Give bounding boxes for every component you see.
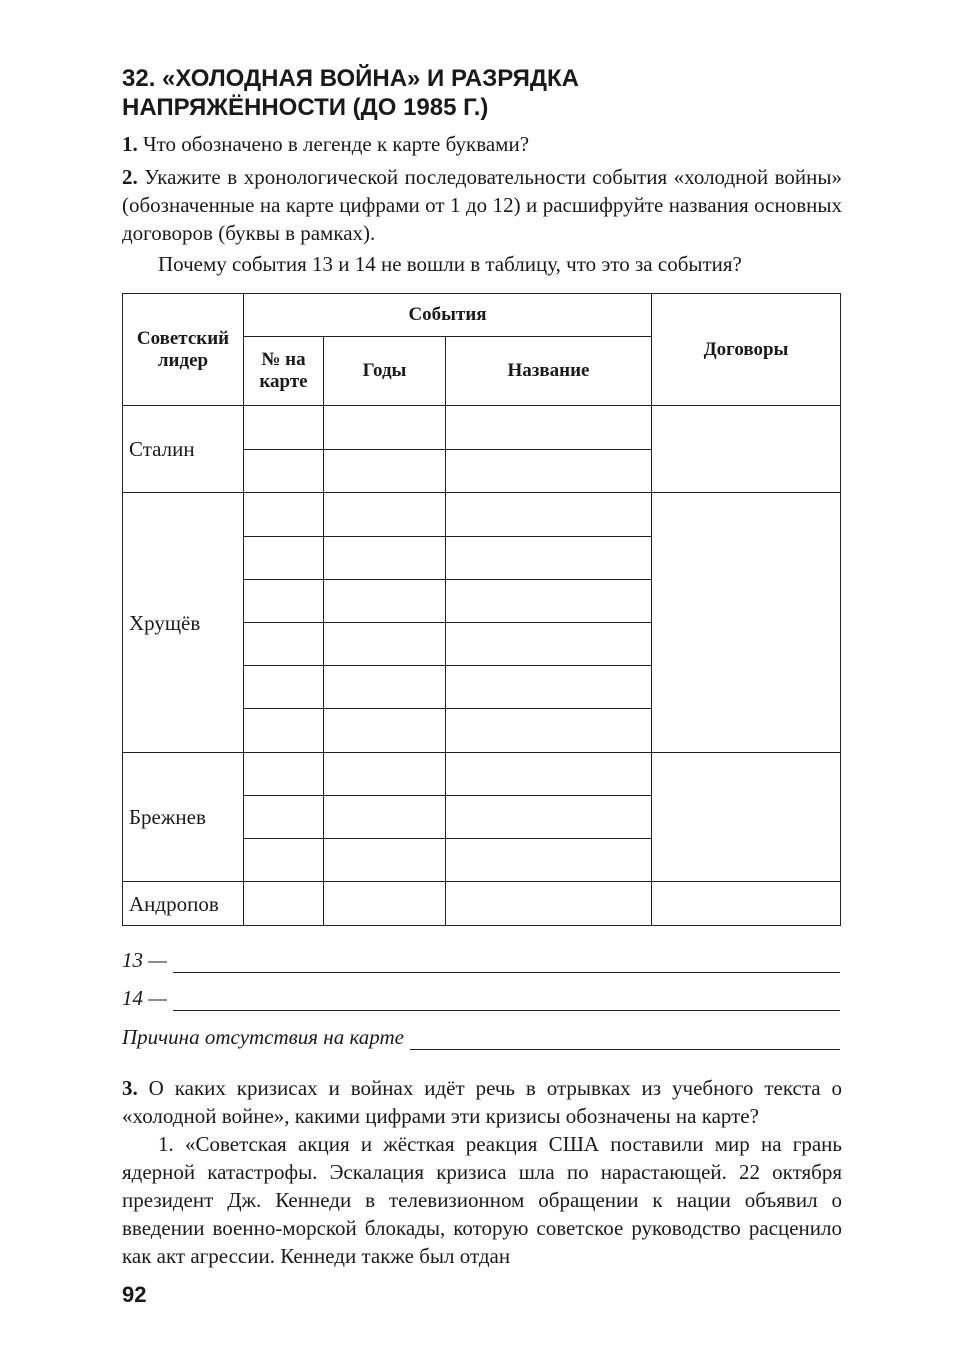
answer-cell[interactable] [244, 709, 324, 753]
header-events: События [244, 294, 652, 337]
leader-stalin: Сталин [123, 406, 244, 493]
page-title [122, 64, 842, 122]
question-2-text: Укажите в хронологической последовательности события «холодной войны» (обозначенные на карте цифрами от 1 до 12) и расшифруйте названия основных договоров (буквы в рамках). [122, 165, 842, 245]
header-years: Годы [324, 337, 446, 406]
answer-line-14 [122, 986, 840, 1011]
question-3-number: 3. [122, 1076, 138, 1100]
title-line-2: НАПРЯЖЁННОСТИ (ДО 1985 Г.) [122, 94, 489, 121]
header-map-number: № на карте [244, 337, 324, 406]
table-row [123, 753, 841, 796]
table-row [123, 882, 841, 926]
header-treaties: Договоры [652, 294, 841, 406]
answer-label-reason: Причина отсутствия на карте [122, 1025, 404, 1049]
answer-blank-13[interactable] [173, 954, 840, 973]
answer-cell[interactable] [324, 796, 446, 839]
header-leader: Советский лидер [123, 294, 244, 406]
answer-label-14: 14 — [122, 986, 167, 1010]
answer-cell[interactable] [446, 666, 652, 709]
answer-cell[interactable] [446, 882, 652, 926]
question-3-text: О каких кризисах и войнах идёт речь в отрывках из учебного текста о «холодной войне», какими цифрами эти кризисы обозначены на карте? [122, 1076, 842, 1128]
answer-cell[interactable] [324, 406, 446, 450]
answer-cell[interactable] [446, 753, 652, 796]
header-name: Название [446, 337, 652, 406]
table-row [123, 406, 841, 450]
question-2-number: 2. [122, 165, 138, 189]
answer-cell[interactable] [244, 666, 324, 709]
answer-cell[interactable] [324, 623, 446, 666]
answer-cell[interactable] [244, 450, 324, 493]
events-table [122, 293, 841, 926]
answer-cell[interactable] [324, 537, 446, 580]
answer-cell[interactable] [446, 406, 652, 450]
answer-cell[interactable] [244, 580, 324, 623]
answer-cell[interactable] [244, 839, 324, 882]
answer-cell[interactable] [324, 580, 446, 623]
answer-cell[interactable] [244, 493, 324, 537]
answer-cell[interactable] [446, 493, 652, 537]
title-line-1: 32. «ХОЛОДНАЯ ВОЙНА» И РАЗРЯДКА [122, 65, 579, 92]
answer-cell[interactable] [244, 753, 324, 796]
answer-blank-14[interactable] [173, 992, 840, 1011]
answer-cell[interactable] [324, 709, 446, 753]
answer-line-13 [122, 948, 840, 973]
question-2 [122, 163, 842, 247]
answer-cell[interactable] [446, 796, 652, 839]
question-1 [122, 130, 842, 158]
answer-cell[interactable] [244, 623, 324, 666]
answer-cell[interactable] [446, 580, 652, 623]
answer-cell[interactable] [446, 839, 652, 882]
answer-cell[interactable] [244, 537, 324, 580]
answer-cell[interactable] [324, 666, 446, 709]
answer-blank-reason[interactable] [410, 1031, 840, 1050]
question-1-text: Что обозначено в легенде к карте буквами? [137, 132, 530, 156]
question-3-excerpt: 1. «Советская акция и жёсткая реакция США поставили мир на грань ядерной катастрофы. Эскалация кризиса шла по нарастающей. 22 октября президент Дж. Кеннеди в телевизионном обращении к нации объявил о введении военно-морской блокады, которую советское руководство расценило как акт агрессии. Кеннеди также был отдан [122, 1132, 842, 1268]
answer-cell[interactable] [244, 796, 324, 839]
answer-cell[interactable] [244, 882, 324, 926]
leader-khrushchev: Хрущёв [123, 493, 244, 753]
answer-cell[interactable] [324, 882, 446, 926]
answer-cell[interactable] [244, 406, 324, 450]
answer-cell[interactable] [324, 450, 446, 493]
answer-cell[interactable] [446, 623, 652, 666]
leader-andropov: Андропов [123, 882, 244, 926]
answer-cell[interactable] [446, 450, 652, 493]
answer-cell[interactable] [446, 709, 652, 753]
answer-label-13: 13 — [122, 948, 167, 972]
table-header-row [123, 294, 841, 337]
answer-cell[interactable] [446, 537, 652, 580]
question-1-number: 1. [122, 132, 138, 156]
answer-cell[interactable] [324, 753, 446, 796]
answer-cell[interactable] [324, 493, 446, 537]
treaties-cell-andropov[interactable] [652, 882, 841, 926]
leader-brezhnev: Брежнев [123, 753, 244, 882]
answer-line-reason [122, 1025, 840, 1050]
treaties-cell-brezhnev[interactable] [652, 753, 841, 882]
table-row [123, 493, 841, 537]
page-number: 92 [122, 1282, 147, 1307]
question-2-followup: Почему события 13 и 14 не вошли в таблицу, что это за события? [158, 252, 742, 276]
question-3 [122, 1074, 842, 1130]
answer-cell[interactable] [324, 839, 446, 882]
treaties-cell-khrushchev[interactable] [652, 493, 841, 753]
treaties-cell-stalin[interactable] [652, 406, 841, 493]
